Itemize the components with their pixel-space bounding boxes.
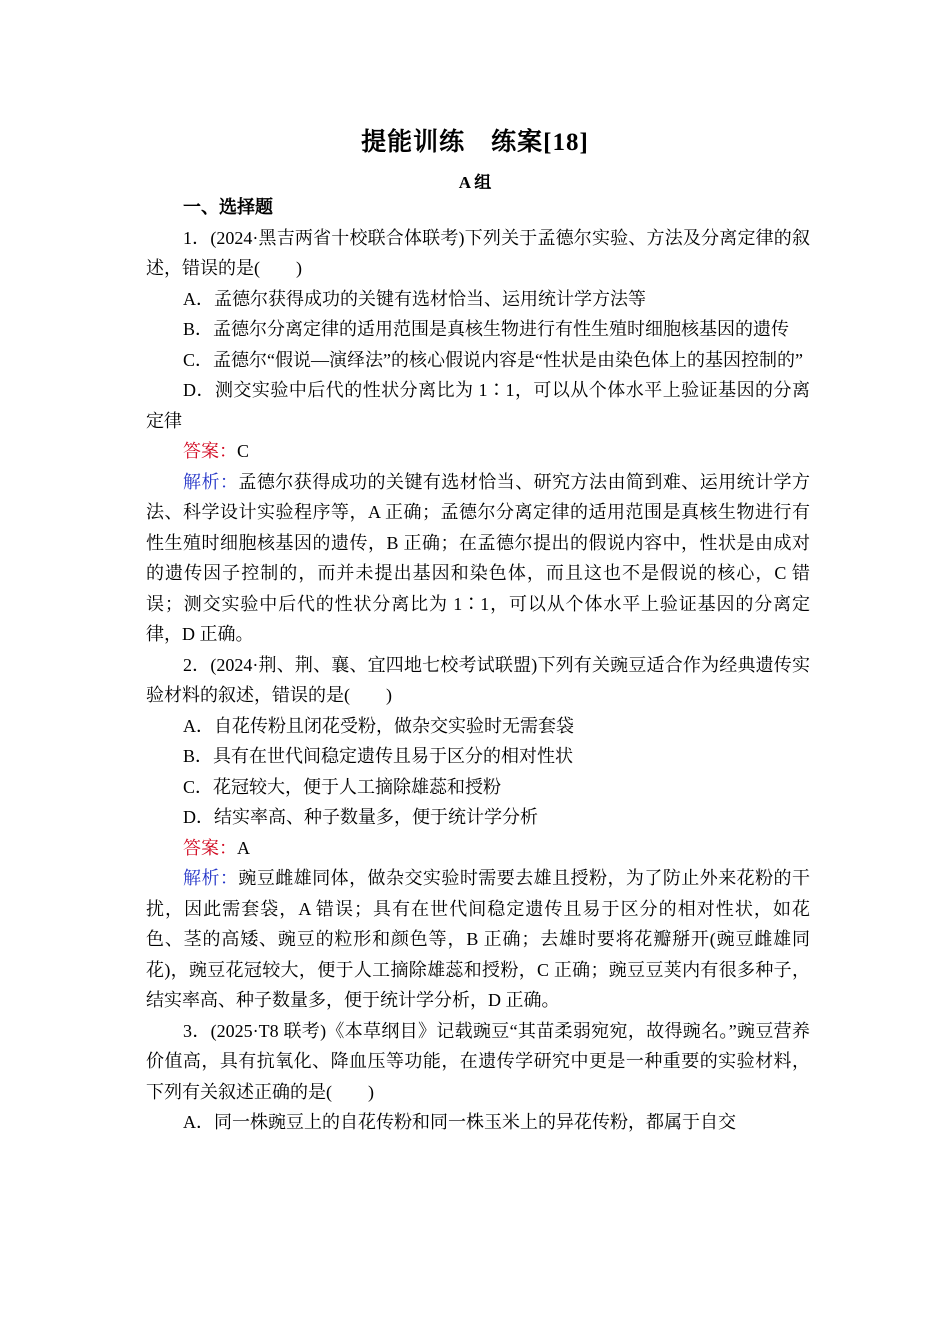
explanation-label: 解析： bbox=[183, 471, 239, 492]
question-stem: 3．(2025·T8 联考)《本草纲目》记载豌豆“其苗柔弱宛宛，故得豌名。”豌豆营养价值高，具有抗氧化、降血压等功能，在遗传学研究中更是一种重要的实验材料，下列有关叙述正确的是( ) bbox=[146, 1020, 810, 1102]
explanation bbox=[146, 863, 810, 1016]
page-title: 提能训练 练案[18] bbox=[361, 129, 589, 156]
explanation-label: 解析： bbox=[183, 868, 239, 888]
document-body bbox=[146, 192, 810, 1138]
option-c: C．孟德尔“假说—演绎法”的核心假说内容是“性状是由染色体上的基因控制的” bbox=[183, 349, 803, 370]
option-c: C．花冠较大，便于人工摘除雄蕊和授粉 bbox=[183, 776, 502, 797]
option-a: A．自花传粉且闭花受粉，做杂交实验时无需套袋 bbox=[183, 715, 574, 736]
option-b: B．孟德尔分离定律的适用范围是真核生物进行有性生殖时细胞核基因的遗传 bbox=[183, 319, 790, 339]
group-heading: A 组 bbox=[458, 173, 492, 192]
answer-value: A bbox=[237, 837, 250, 858]
answer-line bbox=[146, 436, 810, 467]
question-stem: 1．(2024·黑吉两省十校联合体联考)下列关于孟德尔实验、方法及分离定律的叙述，错误的是( ) bbox=[146, 227, 810, 278]
option-a: A．同一株豌豆上的自花传粉和同一株玉米上的异花传粉，都属于自交 bbox=[183, 1112, 736, 1132]
option-d: D．测交实验中后代的性状分离比为 1∶1，可以从个体水平上验证基因的分离定律 bbox=[146, 380, 810, 431]
answer-line bbox=[146, 833, 810, 864]
option-d: D．结实率高、种子数量多，便于统计学分析 bbox=[183, 807, 538, 827]
section-heading: 一、选择题 bbox=[183, 197, 273, 217]
question-stem: 2．(2024·荆、荆、襄、宜四地七校考试联盟)下列有关豌豆适合作为经典遗传实验材料的叙述，错误的是( ) bbox=[146, 654, 810, 705]
explanation-text: 豌豆雌雄同体，做杂交实验时需要去雄且授粉，为了防止外来花粉的干扰，因此需套袋，A 错误；具有在世代间稳定遗传且易于区分的相对性状，如花色、茎的高矮、豌豆的粒形和颜色等，B 正确；去雄时要将花瓣掰开(豌豆雌雄同花)，豌豆花冠较大，便于人工摘除雄蕊和授粉，C 正确；豌豆豆荚内有很多种子，结实率高、种子数量多，便于统计学分析，D 正确。 bbox=[146, 868, 811, 1010]
option-b: B．具有在世代间稳定遗传且易于区分的相对性状 bbox=[183, 746, 574, 766]
explanation bbox=[146, 467, 810, 650]
answer-label: 答案： bbox=[183, 441, 237, 461]
answer-value: C bbox=[237, 441, 250, 461]
explanation-text: 孟德尔获得成功的关键有选材恰当、研究方法由简到难、运用统计学方法、科学设计实验程序等，A 正确；孟德尔分离定律的适用范围是真核生物进行有性生殖时细胞核基因的遗传，B 正确；在孟德尔提出的假说内容中，性状是由成对的遗传因子控制的，而并未提出基因和染色体，而且这也不是假说的核心，C 错误；测交实验中后代的性状分离比为 1∶1，可以从个体水平上验证基因的分离定律，D 正确。 bbox=[146, 471, 811, 644]
answer-label: 答案： bbox=[183, 837, 237, 858]
option-a: A．孟德尔获得成功的关键有选材恰当、运用统计学方法等 bbox=[183, 288, 646, 309]
